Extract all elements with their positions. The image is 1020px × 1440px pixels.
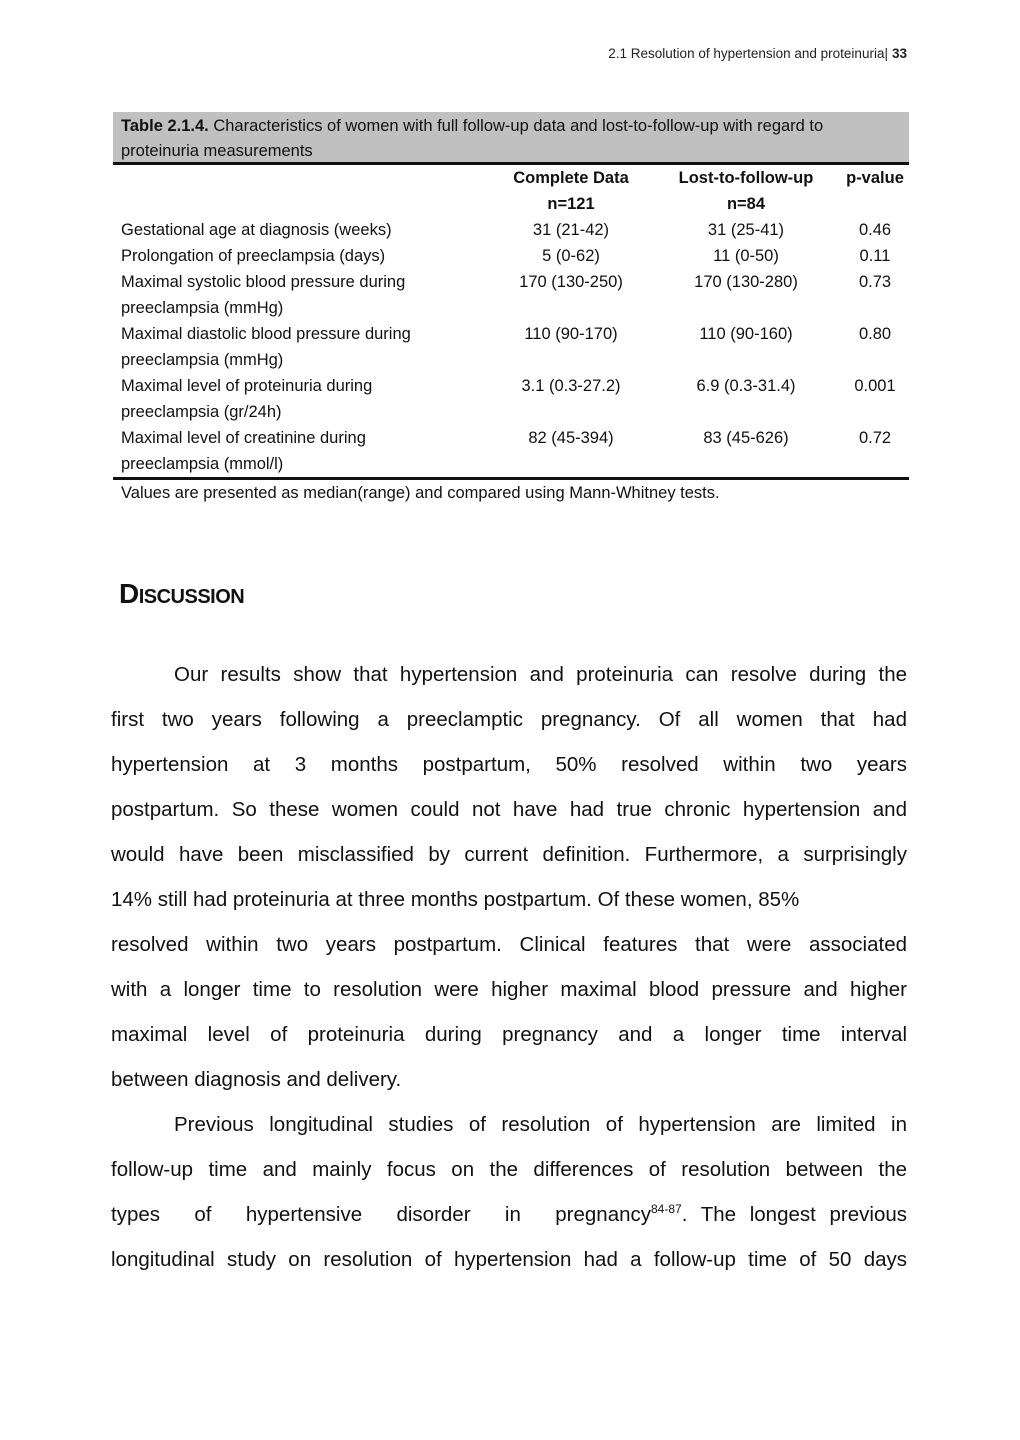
section-heading: Discussion (119, 578, 245, 609)
body-line: 14% still had proteinuria at three months postpartum. Of these women, 85% (111, 888, 800, 911)
table-row: Prolongation of preeclampsia (days) 5 (0-62) 11 (0-50) 0.11 (121, 247, 891, 265)
body-line: Our results show that hypertension and proteinuria can resolve during the (174, 663, 907, 686)
table-row: Maximal level of creatinine during preeclampsia (mmol/l) 82 (45-394) 83 (45-626) 0.72 (121, 429, 892, 473)
body-line: resolved within two years postpartum. Clinical features that were associated (111, 933, 907, 956)
body-line: first two years following a preeclamptic pregnancy. Of all women that had (111, 708, 907, 731)
body-line: Previous longitudinal studies of resolution of hypertension are limited in (174, 1113, 907, 1136)
body-line: between diagnosis and delivery. (111, 1068, 402, 1091)
body-line: would have been misclassified by current definition. Furthermore, a surprisingly (111, 843, 907, 866)
body-line: longitudinal study on resolution of hypertension had a follow-up time of 50 days (111, 1248, 907, 1271)
body-line: postpartum. So these women could not have had true chronic hypertension and (111, 798, 907, 821)
running-header-title: 2.1 Resolution of hypertension and proteinuria (608, 46, 885, 61)
citation-text: types of hypertensive disorder in pregnancy (111, 1203, 651, 1226)
citation-superscript: 84-87 (651, 1202, 682, 1217)
body-line: types of hypertensive disorder in pregnancy $^{84-87}$. The longest previous (111, 1202, 907, 1226)
running-header (608, 46, 907, 61)
discussion-body (111, 652, 907, 1282)
table-row: Maximal level of proteinuria during preeclampsia (gr/24h) 3.1 (0.3-27.2) 6.9 (0.3-31.4) 0.001 (121, 377, 896, 421)
column-header-lost: Lost-to-follow-up n=84 (678, 169, 814, 213)
table-body (113, 165, 909, 477)
table-caption (113, 112, 909, 162)
table-row: Maximal systolic blood pressure during preeclampsia (mmHg) 170 (130-250) 170 (130-280) 0.73 (121, 273, 892, 317)
body-line: with a longer time to resolution were higher maximal blood pressure and higher (111, 978, 907, 1001)
page-number: 33 (891, 46, 907, 61)
table-row: Gestational age at diagnosis (weeks) 31 (21-42) 31 (25-41) 0.46 (121, 221, 892, 239)
table-caption-text: Characteristics of women with full follow-up data and lost-to-follow-up with regard to proteinuria measurements (121, 117, 824, 160)
table-row: Maximal diastolic blood pressure during preeclampsia (mmHg) 110 (90-170) 110 (90-160) 0.80 (121, 325, 892, 369)
table-note: Values are presented as median(range) and compared using Mann-Whitney tests. (121, 484, 720, 502)
table-header-row (113, 165, 909, 217)
table-caption-label: Table 2.1.4. (121, 117, 209, 135)
running-header-separator: | (884, 46, 888, 61)
table-bottom-rule (113, 477, 909, 480)
column-header-p-value: p-value (846, 169, 904, 187)
body-line: hypertension at 3 months postpartum, 50% resolved within two years (111, 753, 907, 776)
body-line: follow-up time and mainly focus on the differences of resolution between the (111, 1158, 907, 1181)
column-header-complete: Complete Data n=121 (513, 169, 629, 213)
characteristics-table (113, 112, 909, 503)
body-line: maximal level of proteinuria during pregnancy and a longer time interval (111, 1023, 907, 1046)
